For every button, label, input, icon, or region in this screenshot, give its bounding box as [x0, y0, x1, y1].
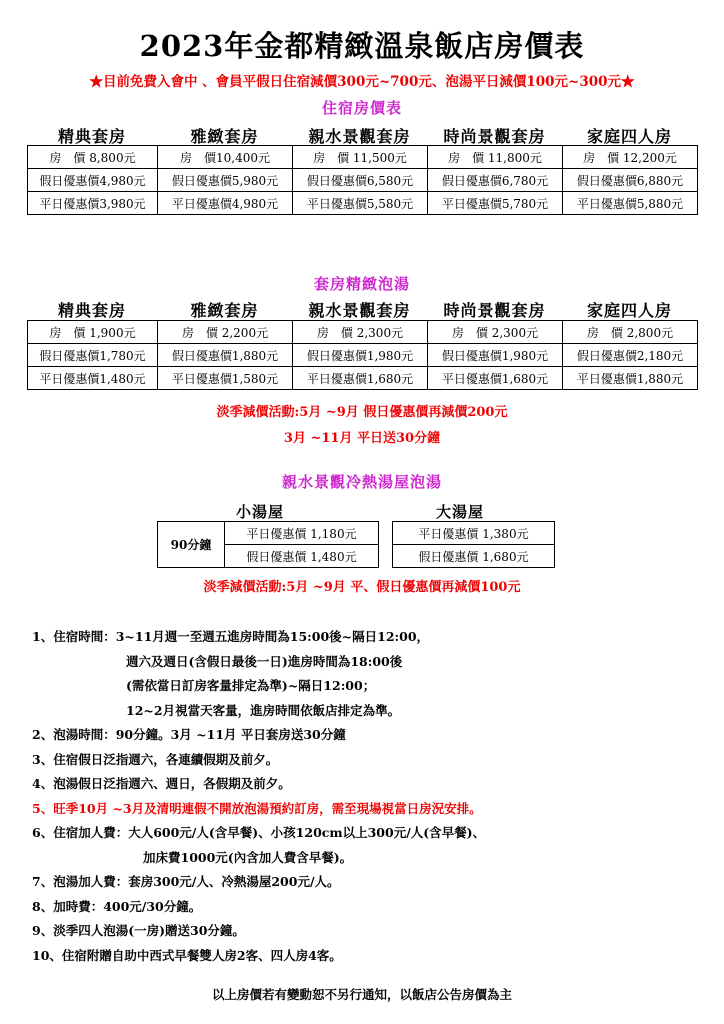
price-cell: 平日優惠價 1,380元 — [393, 522, 555, 545]
lodging-section-title: 住宿房價表 — [321, 99, 402, 117]
rule-item: 8、加時費：400元/30分鐘。 — [32, 898, 202, 914]
rule-item: 5、旺季10月 ~3月及清明連假不開放泡湯預約訂房，需至現場視當日房況安排。 — [32, 800, 482, 816]
bath-discount-note: 淡季減價活動:5月 ~9月 假日優惠價再減價200元 — [216, 405, 508, 420]
price-cell: 房 價 11,800元 — [428, 146, 563, 169]
room-header: 精典套房 — [57, 301, 126, 320]
price-cell: 平日優惠價 1,180元 — [225, 522, 379, 545]
table-row — [28, 146, 698, 169]
price-cell: 平日優惠價1,580元 — [158, 367, 293, 390]
table-row — [28, 344, 698, 367]
price-cell: 房 價 2,800元 — [563, 321, 698, 344]
rule-item: 週六及週日(含假日最後一日)進房時間為18:00後 — [126, 653, 403, 669]
rule-item: 7、泡湯加人費：套房300元/人、冷熱湯屋200元/人。 — [32, 874, 340, 889]
hot-house-headers — [160, 501, 560, 522]
table-row — [28, 321, 698, 344]
rule-item: 6、住宿加人費：大人600元/人(含早餐)、小孩120cm以上300元/人(含早餐)、 — [32, 825, 486, 840]
table-row — [393, 522, 555, 545]
footer-note: 以上房價若有變動恕不另行通知，以飯店公告房價為主 — [211, 987, 512, 1002]
rule-item: 12~2月視當天客量，進房時間依飯店排定為準。 — [126, 702, 401, 718]
table-row — [28, 367, 698, 390]
rule-item: 3、住宿假日泛指週六，各連續假期及前夕。 — [32, 751, 279, 767]
rule-item: 1、住宿時間：3~11月週一至週五進房時間為15:00後~隔日12:00， — [32, 629, 430, 644]
rule-item: 9、淡季四人泡湯(一房)贈送30分鐘。 — [32, 923, 245, 938]
price-cell: 平日優惠價3,980元 — [28, 192, 158, 215]
hot-house-section-title: 親水景觀冷熱湯屋泡湯 — [281, 473, 442, 491]
price-cell: 假日優惠價6,580元 — [293, 169, 428, 192]
price-cell: 平日優惠價1,680元 — [293, 367, 428, 390]
small-house-table — [157, 521, 379, 568]
small-house-header: 小湯屋 — [235, 503, 284, 521]
page-title: 2023年金都精緻溫泉飯店房價表 — [139, 29, 585, 63]
price-cell: 假日優惠價1,880元 — [158, 344, 293, 367]
price-cell: 平日優惠價1,480元 — [28, 367, 158, 390]
room-header: 雅緻套房 — [190, 127, 259, 146]
room-header: 時尚景觀套房 — [443, 127, 546, 146]
price-cell: 假日優惠價1,780元 — [28, 344, 158, 367]
large-house-table — [392, 521, 555, 568]
price-cell: 房 價 1,900元 — [28, 321, 158, 344]
room-header: 家庭四人房 — [586, 301, 672, 320]
promo-banner: ★目前免費入會中 、會員平假日住宿減價300元~700元、泡湯平日減價100元~300元★ — [89, 74, 635, 90]
rule-item: 4、泡湯假日泛指週六、週日，各假期及前夕。 — [32, 776, 291, 791]
bath-room-headers — [27, 298, 697, 321]
price-cell: 假日優惠價5,980元 — [158, 169, 293, 192]
room-header: 親水景觀套房 — [308, 127, 411, 146]
price-cell: 假日優惠價1,980元 — [428, 344, 563, 367]
price-cell: 房 價 2,200元 — [158, 321, 293, 344]
rule-item: 加床費1000元(內含加人費含早餐)。 — [143, 849, 353, 865]
price-cell: 平日優惠價1,880元 — [563, 367, 698, 390]
bath-bonus-note: 3月 ~11月 平日送30分鐘 — [283, 431, 441, 446]
hot-house-discount-note: 淡季減價活動:5月 ~9月 平、假日優惠價再減價100元 — [203, 580, 521, 595]
price-cell: 平日優惠價1,680元 — [428, 367, 563, 390]
price-cell: 假日優惠價6,880元 — [563, 169, 698, 192]
room-header: 親水景觀套房 — [308, 301, 411, 320]
room-header: 時尚景觀套房 — [443, 301, 546, 320]
room-header: 家庭四人房 — [586, 127, 672, 146]
duration-cell: 90分鐘 — [158, 522, 225, 568]
table-row — [158, 522, 379, 545]
price-cell: 房 價10,400元 — [158, 146, 293, 169]
room-header: 精典套房 — [57, 127, 126, 146]
price-cell: 平日優惠價5,580元 — [293, 192, 428, 215]
price-cell: 假日優惠價6,780元 — [428, 169, 563, 192]
price-cell: 平日優惠價5,880元 — [563, 192, 698, 215]
table-row — [28, 169, 698, 192]
price-cell: 房 價 2,300元 — [293, 321, 428, 344]
rule-item: 10、住宿附贈自助中西式早餐雙人房2客、四人房4客。 — [32, 947, 342, 963]
price-cell: 假日優惠價4,980元 — [28, 169, 158, 192]
bath-price-table — [27, 320, 698, 390]
price-cell: 假日優惠價1,980元 — [293, 344, 428, 367]
rules-list — [32, 625, 702, 968]
price-cell: 房 價 8,800元 — [28, 146, 158, 169]
price-cell: 房 價 2,300元 — [428, 321, 563, 344]
price-cell: 平日優惠價5,780元 — [428, 192, 563, 215]
table-row — [393, 545, 555, 568]
bath-section-title: 套房精緻泡湯 — [313, 275, 410, 293]
rule-item: 2、泡湯時間：90分鐘。3月 ~11月 平日套房送30分鐘 — [32, 727, 346, 742]
price-cell: 房 價 11,500元 — [293, 146, 428, 169]
table-row — [28, 192, 698, 215]
lodging-price-table — [27, 145, 698, 215]
price-cell: 房 價 12,200元 — [563, 146, 698, 169]
price-cell: 假日優惠價 1,480元 — [225, 545, 379, 568]
large-house-header: 大湯屋 — [435, 503, 484, 521]
price-cell: 假日優惠價2,180元 — [563, 344, 698, 367]
room-header: 雅緻套房 — [190, 301, 259, 320]
price-cell: 假日優惠價 1,680元 — [393, 545, 555, 568]
price-cell: 平日優惠價4,980元 — [158, 192, 293, 215]
lodging-room-headers — [27, 124, 697, 147]
rule-item: (需依當日訂房客量排定為準)~隔日12:00； — [126, 678, 376, 693]
